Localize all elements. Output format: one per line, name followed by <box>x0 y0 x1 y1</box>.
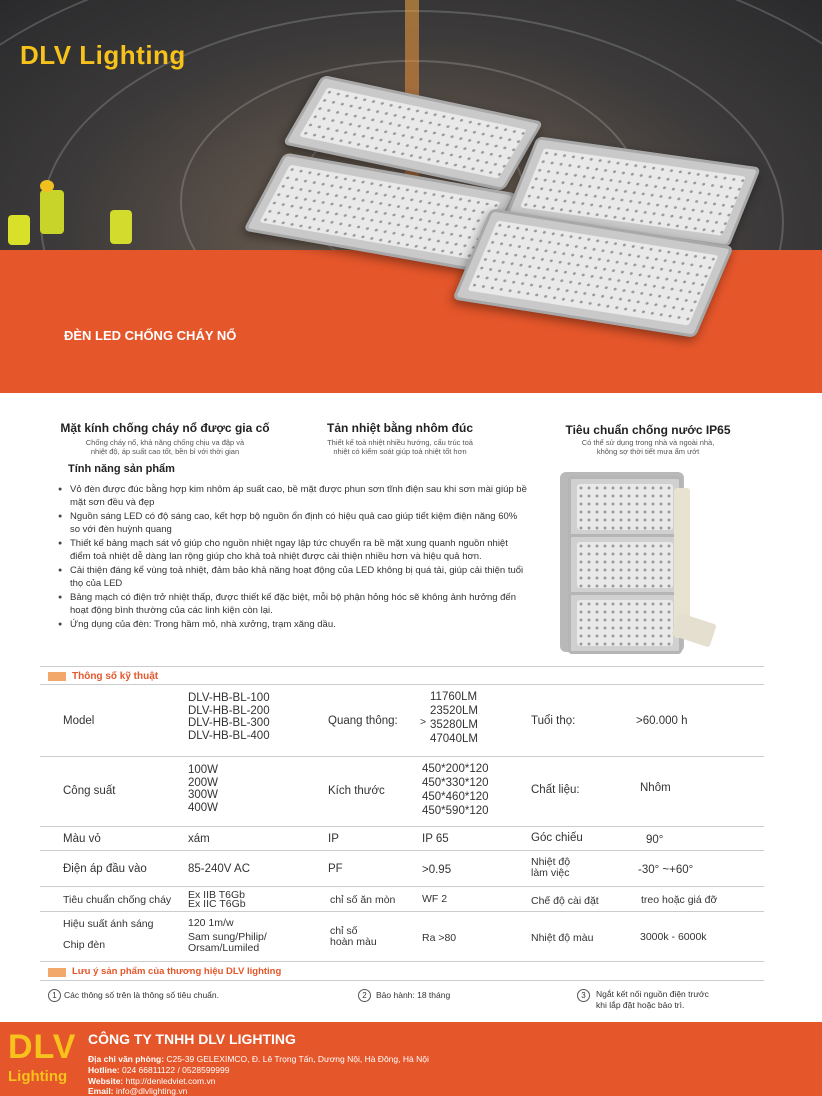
note-section-title: Lưu ý sản phẩm của thương hiệu DLV lighting <box>72 966 282 977</box>
spec-angle-label: Góc chiếu <box>531 832 583 844</box>
spec-cri-label: chỉ số hoàn màu <box>330 925 377 948</box>
note-text: Các thông số trên là thông số tiêu chuẩn. <box>64 990 219 1000</box>
note-number: 2 <box>358 989 371 1002</box>
spec-pf-value: >0.95 <box>422 864 452 876</box>
spec-color-value: xám <box>188 833 210 845</box>
feature-title-ip65: Tiêu chuẩn chống nước IP65 <box>565 423 731 437</box>
footer-logo-dlv: DLV <box>8 1028 77 1066</box>
note-title-bar <box>48 968 66 977</box>
spec-lumen-values: 11760LM 23520LM 35280LM 47040LM <box>430 691 478 745</box>
spec-corrosion-value: WF 2 <box>422 893 448 905</box>
spec-title-bar <box>48 672 66 681</box>
spec-size-values: 450*200*120 450*330*120 450*460*120 450*590*120 <box>422 763 489 817</box>
note-text: Ngắt kết nối nguồn điện trước khi lắp đặt hoặc bảo trì. <box>596 989 709 1010</box>
spec-material-value: Nhôm <box>640 782 671 794</box>
company-name: CÔNG TY TNHH DLV LIGHTING <box>88 1031 296 1047</box>
spec-power-values: 100W 200W 300W 400W <box>188 764 219 814</box>
company-website[interactable]: Website: http://denledviet.com.vn <box>88 1076 216 1086</box>
spec-section-title: Thông số kỹ thuật <box>72 671 159 682</box>
spec-material-label: Chất liệu: <box>531 784 580 796</box>
spec-mount-label: Chế độ cài đặt <box>531 895 599 907</box>
footer <box>0 1022 822 1096</box>
spec-explosion-label: Tiêu chuẩn chống cháy <box>63 894 172 906</box>
feature-desc-ip65: Có thể sử dụng trong nhà và ngoài nhà, không sợ thời tiết mưa ẩm ướt <box>581 438 715 456</box>
spec-angle-value: 90° <box>646 834 664 846</box>
footer-logo-lighting: Lighting <box>8 1068 68 1085</box>
features-section-title: Tính năng sản phẩm <box>68 463 175 475</box>
spec-explosion-values: Ex IIB T6Gb Ex IIC T6Gb <box>188 889 246 910</box>
feature-desc-heatsink: Thiết kế toả nhiệt nhiều hướng, cấu trúc toả nhiệt có kiểm soát giúp toả nhiệt tốt hơn <box>327 438 473 456</box>
spec-temp-value: -30° ~+60° <box>638 864 694 876</box>
list-item: ● Vỏ đèn được đúc bằng hợp kim nhôm áp suất cao, bề mặt được phun sơn tĩnh điện sau khi sơn mài giúp bề mặt sơn đều và đẹp <box>58 484 528 509</box>
list-item: ● Bảng mạch có điện trở nhiệt thấp, được thiết kế đặc biệt, mỗi bộ phận hỏng hóc sẽ không ảnh hưởng đến hoạt động bình thường của các linh kiện còn lại. <box>58 592 528 617</box>
spec-life-label: Tuổi thọ: <box>531 715 576 727</box>
spec-lumen-prefix: > <box>420 716 427 728</box>
company-address: Địa chỉ văn phòng: C25-39 GELEXIMCO, Đ. Lê Trọng Tấn, Dương Nội, Hà Đông, Hà Nội <box>88 1054 429 1064</box>
spec-efficiency-value: 120 1m/w <box>188 917 234 929</box>
list-item: ● Cải thiện đáng kể vùng toả nhiệt, đảm bảo khả năng hoạt động của LED không bị quá tải, giúp cải thiện tuổi thọ của LED <box>58 565 528 590</box>
spec-cri-value: Ra >80 <box>422 932 457 944</box>
feature-desc-glass: Chống cháy nổ, khả năng chống chịu va đập và nhiệt độ, áp suất cao tốt, bền bỉ với thời gian <box>85 438 245 456</box>
spec-lumen-label: Quang thông: <box>328 715 398 727</box>
list-item: ● Thiết kế bảng mạch sát vỏ giúp cho nguồn nhiệt ngay lập tức chuyển ra bề mặt xung quanh nguồn nhiệt điểm toả nhiệt dễ dàng lan rộng giúp cho khả toả nhiệt được cải thiện nhiều hơn và hiệu quả hơn. <box>58 538 528 563</box>
spec-voltage-value: 85-240V AC <box>188 863 251 875</box>
company-hotline: Hotline: 024 66811122 / 0528599999 <box>88 1065 230 1075</box>
spec-pf-label: PF <box>328 863 343 875</box>
spec-model-values: DLV-HB-BL-100 DLV-HB-BL-200 DLV-HB-BL-300 DLV-HB-BL-400 <box>188 692 270 742</box>
spec-cct-label: Nhiệt độ màu <box>531 932 594 944</box>
spec-color-label: Màu vỏ <box>63 833 101 845</box>
spec-size-label: Kích thước <box>328 785 385 797</box>
spec-life-value: >60.000 h <box>636 715 688 727</box>
feature-bullet-list <box>58 484 528 634</box>
note-number: 3 <box>577 989 590 1002</box>
spec-ip-label: IP <box>328 833 339 845</box>
feature-title-glass: Mặt kính chống cháy nổ được gia cố <box>60 421 270 435</box>
note-text: Bảo hành: 18 tháng <box>376 990 451 1000</box>
brand-logo: DLV Lighting <box>20 40 186 70</box>
hero-banner <box>0 0 822 393</box>
company-email[interactable]: Email: info@dlvlighting.vn <box>88 1086 188 1096</box>
spec-chip-values: Sam sung/Philip/ Orsam/Lumiled <box>188 931 267 954</box>
spec-chip-label: Chip đèn <box>63 939 106 951</box>
spec-corrosion-label: chỉ số ăn mòn <box>330 894 396 906</box>
spec-efficiency-label: Hiệu suất ánh sáng <box>63 918 154 930</box>
spec-voltage-label: Điện áp đầu vào <box>63 863 147 875</box>
spec-model-label: Model <box>63 715 95 727</box>
spec-temp-label: Nhiệt độ làm việc <box>531 856 571 879</box>
spec-cct-value: 3000k - 6000k <box>640 931 707 943</box>
list-item: ● Nguồn sáng LED có độ sáng cao, kết hợp bộ nguồn ổn định có hiệu quả cao giúp tiết kiệm điện năng 60% so với đèn huỳnh quang <box>58 511 528 536</box>
spec-mount-value: treo hoặc giá đỡ <box>641 894 718 906</box>
list-item: ● Ứng dụng của đèn: Trong hầm mỏ, nhà xưởng, trạm xăng dầu. <box>58 619 528 632</box>
spec-power-label: Công suất <box>63 785 116 797</box>
feature-title-heatsink: Tản nhiệt bằng nhôm đúc <box>327 421 473 435</box>
note-number: 1 <box>48 989 61 1002</box>
hero-title: ĐÈN LED CHỐNG CHÁY NỔ <box>64 328 237 343</box>
spec-ip-value: IP 65 <box>422 833 449 845</box>
product-image <box>556 468 716 658</box>
